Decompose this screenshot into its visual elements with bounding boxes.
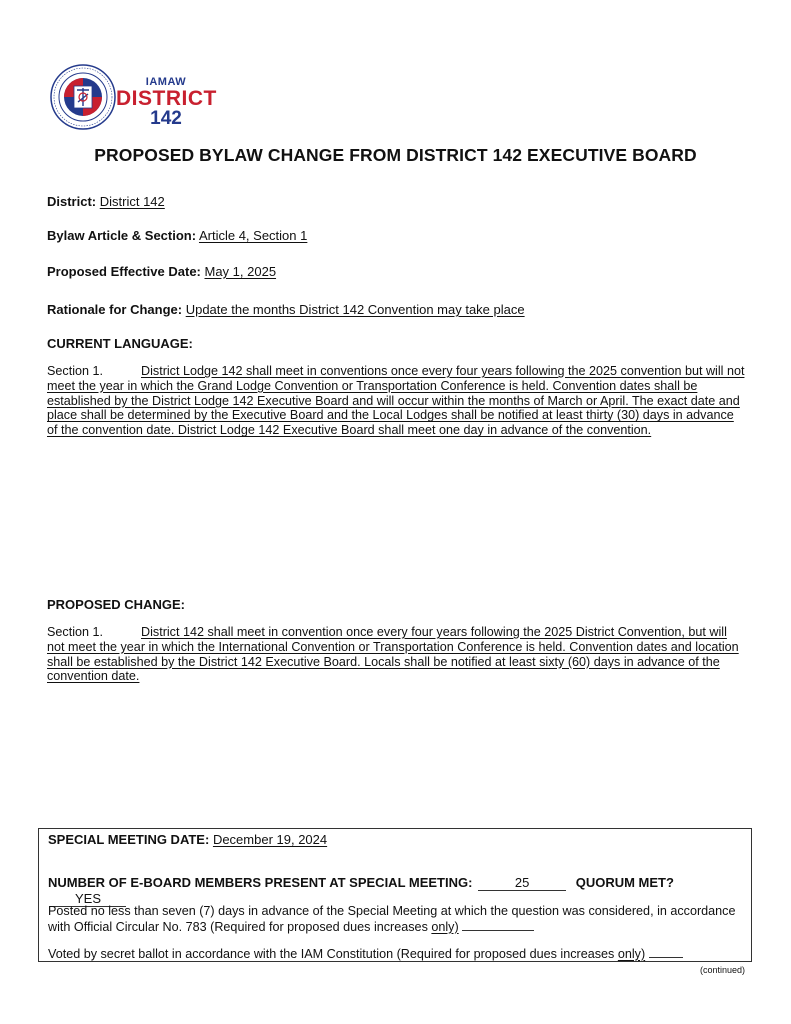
current-language-text [47, 364, 747, 438]
current-section-number: Section 1. [47, 364, 104, 378]
voted-only: only) [617, 947, 646, 961]
effective-date-value: May 1, 2025 [204, 264, 277, 279]
voted-text: Voted by secret ballot in accordance with the IAM Constitution (Required for proposed dues increases [48, 947, 615, 961]
logo-number: 142 [150, 108, 182, 129]
effective-date-label: Proposed Effective Date: [47, 264, 201, 279]
logo-iamaw: IAMAW [145, 76, 187, 88]
rationale-field [47, 302, 525, 318]
district-142-logo [50, 62, 220, 132]
logo-wordmark [116, 76, 216, 128]
members-row [48, 875, 751, 907]
current-section-body: District Lodge 142 shall meet in conventions once every four years following the 2025 convention but will not meet the year in which the Grand Lodge Convention or Transportation Conference is held. Convention dates shall be established by the District Lodge 142 Executive Board and will occur within the months of March or April. The exact date and place shall be determined by the Executive Board and the Local Lodges shall be notified at least thirty (30) days in advance of the convention date. District Lodge 142 Executive Board shall meet one day in advance of the convention. [47, 364, 745, 438]
page-title: PROPOSED BYLAW CHANGE FROM DISTRICT 142 EXECUTIVE BOARD [94, 145, 697, 165]
article-value: Article 4, Section 1 [198, 228, 308, 243]
meeting-date-value: December 19, 2024 [212, 832, 328, 847]
effective-date-field [47, 264, 276, 280]
meeting-date-label: SPECIAL MEETING DATE: [48, 832, 210, 847]
logo-district: DISTRICT [116, 87, 217, 110]
meeting-date-row [48, 832, 327, 847]
district-field [47, 194, 165, 210]
posted-row [48, 904, 738, 935]
posted-blank [462, 919, 534, 931]
proposed-change-text [47, 625, 747, 684]
posted-text: Posted no less than seven (7) days in advance of the Special Meeting at which the question was considered, in accordance with Official Circular No. 783 (Required for proposed dues increases [48, 904, 736, 934]
members-value: 25 [478, 875, 566, 891]
members-label: NUMBER OF E-BOARD MEMBERS PRESENT AT SPECIAL MEETING: [48, 875, 473, 890]
proposed-change-heading: PROPOSED CHANGE: [47, 597, 185, 612]
current-language-heading: CURRENT LANGUAGE: [47, 336, 193, 351]
proposed-section-body: District 142 shall meet in convention once every four years following the 2025 District Convention, but will not meet the year in which the International Convention or Transportation Conference is held. Convention dates and location shall be established by the District 142 Executive Board. Locals shall be notified at least sixty (60) days in advance of the convention date. [47, 625, 739, 684]
quorum-label: QUORUM MET? [575, 875, 674, 890]
article-label: Bylaw Article & Section: [47, 228, 197, 243]
voted-blank [649, 946, 683, 958]
continued-note: (continued) [699, 965, 745, 975]
rationale-label: Rationale for Change: [47, 302, 183, 317]
voted-row [48, 946, 748, 962]
iam-seal-icon [50, 64, 116, 130]
special-meeting-box [38, 828, 752, 962]
proposed-section-number: Section 1. [47, 625, 104, 639]
posted-only: only) [431, 920, 459, 934]
rationale-value: Update the months District 142 Convention may take place [185, 302, 525, 317]
article-field [47, 228, 307, 244]
district-label: District: [47, 194, 97, 209]
district-value: District 142 [99, 194, 165, 209]
quorum-value: YES [50, 891, 126, 907]
